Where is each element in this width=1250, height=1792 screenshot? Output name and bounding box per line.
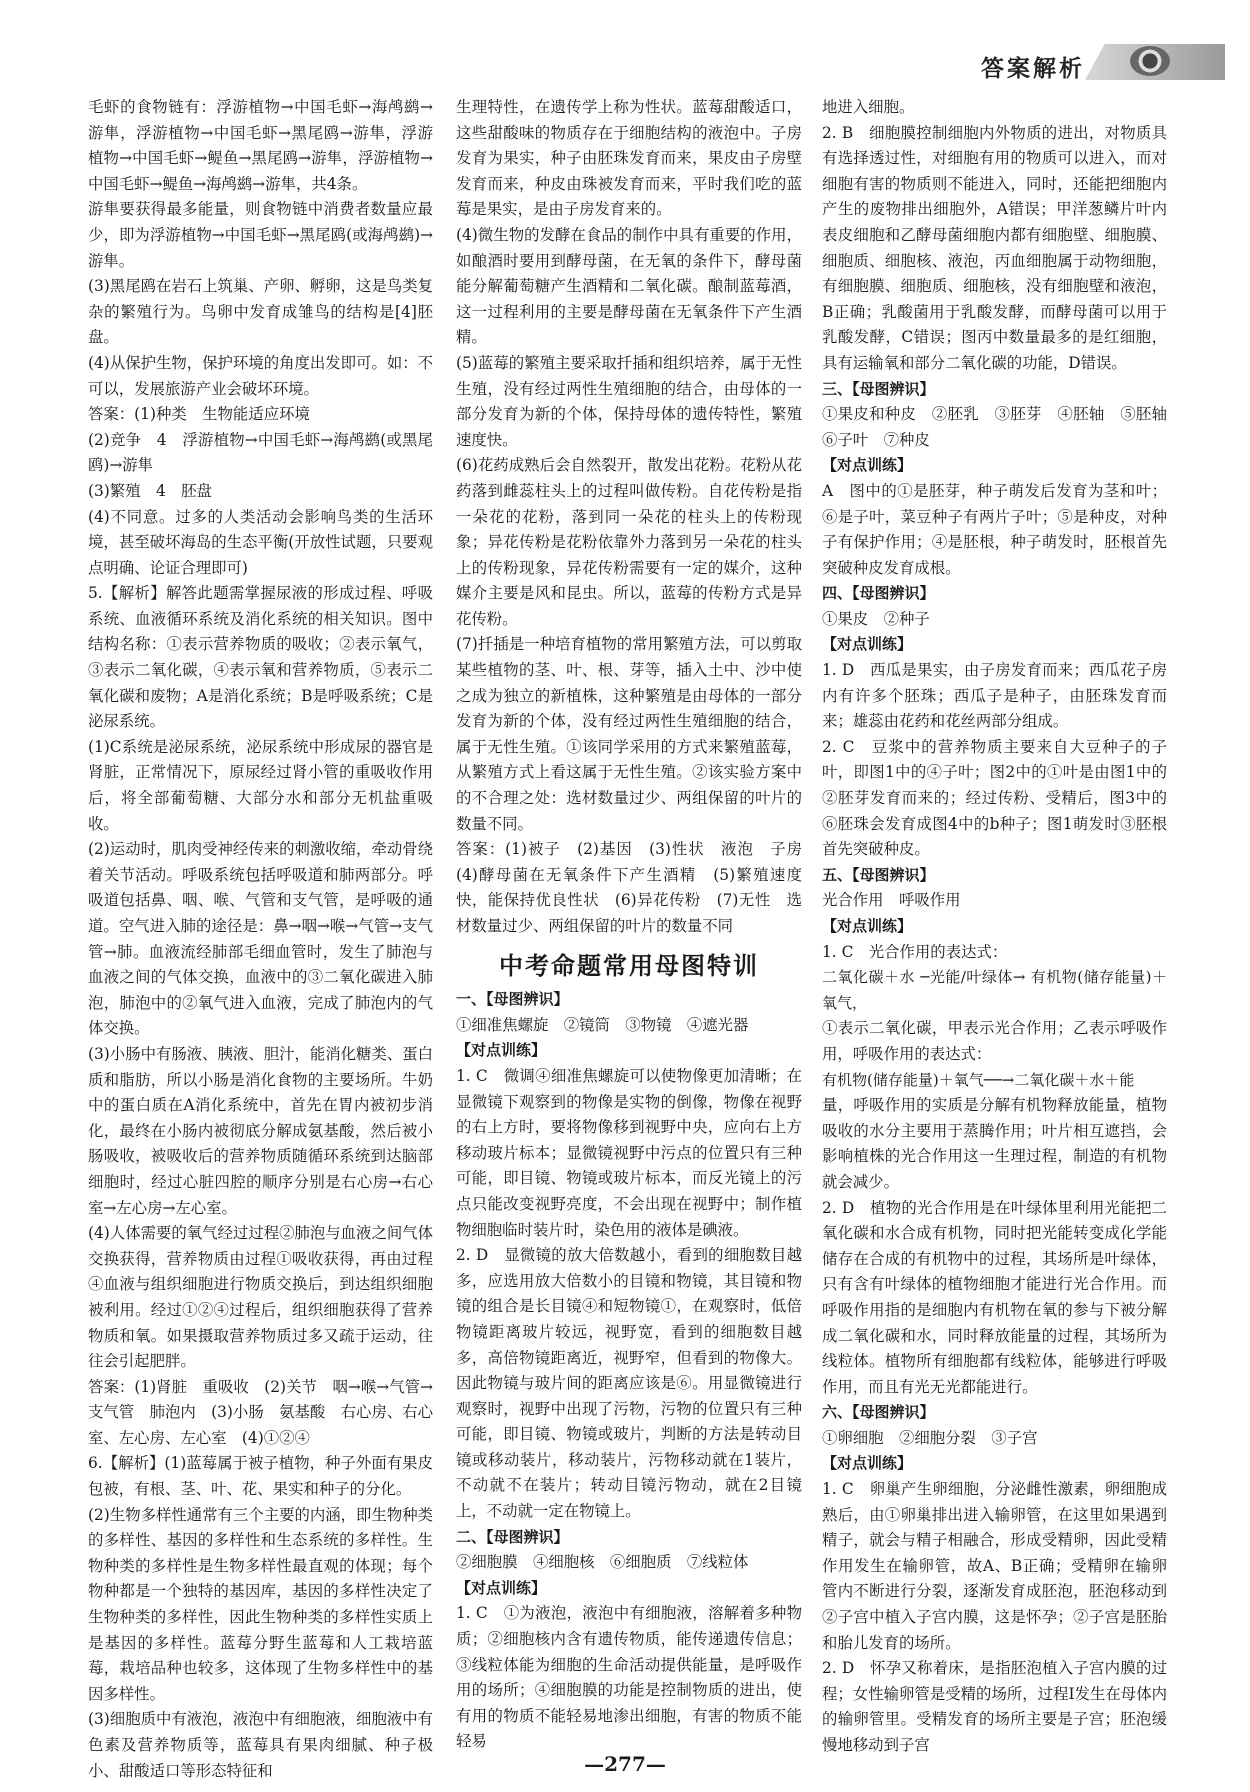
page-header <box>0 0 1250 90</box>
paragraph: 毛虾的食物链有：浮游植物→中国毛虾→海鸬鹚→游隼，浮游植物→中国毛虾→黑尾鸥→游隼，浮游植物→中国毛虾→鳀鱼→黑尾鸥→游隼，浮游植物→中国毛虾→鳀鱼→海鸬鹚→游隼，共4条。 <box>88 98 433 193</box>
page-number: —277— <box>584 1752 666 1776</box>
answer-line: 答案：(1)被子 (2)基因 (3)性状 液泡 子房 (4)酵母菌在无氧条件下产生酒精 (5)繁殖速度快，能保持优良性状 (6)异花传粉 (7)无性 选材数量过少、两组保留的叶片的数量不同 <box>456 840 818 935</box>
paragraph: (1)C系统是泌尿系统，泌尿系统中形成尿的器官是肾脏，正常情况下，原尿经过肾小管的重吸收作用后，将全部葡萄糖、大部分水和部分无机盐重吸收。 <box>88 737 433 833</box>
paragraph: A 图中的①是胚芽，种子萌发后发育为茎和叶；⑥是子叶，菜豆种子有两片子叶；⑤是种皮，对种子有保护作用；④是胚根，种子萌发时，胚根首先突破种皮发育成根。 <box>822 481 1167 577</box>
paragraph: 2. B 细胞膜控制细胞内外物质的进出，对物质具有选择透过性，对细胞有用的物质可以进入，而对细胞有害的物质则不能进入，同时，还能把细胞内产生的废物排出细胞外，A错误；甲洋葱鳞片叶内表皮细胞和乙酵母菌细胞内都有细胞壁、细胞膜、细胞质、细胞核、液泡，丙血细胞属于动物细胞，有细胞膜、细胞质、细胞核，没有细胞壁和液泡，B正确；乳酸菌用于乳酸发酵，而酵母菌可以用于乳酸发酵，C错误；图丙中数量最多的是红细胞，具有运输氧和部分二氧化碳的功能，D错误。 <box>822 123 1167 372</box>
section-heading: 【对点训练】 <box>456 1578 547 1597</box>
section-heading: 【对点训练】 <box>822 1454 913 1473</box>
answer-line: (2)竞争 4 浮游植物→中国毛虾→海鸬鹚(或黑尾鸥)→游隼 <box>88 430 433 475</box>
paragraph: 1. C 微调④细准焦螺旋可以使物像更加清晰；在显微镜下观察到的物像是实物的倒像，物像在视野的右上方时，要将物像移到视野中央，应向右上方移动玻片标本；显微镜视野中污点的位置只有三种可能，即目镜、物镜或玻片标本，而反光镜上的污点只能改变视野亮度，不会出现在视野中；制作植物细胞临时装片时，染色用的液体是碘液。 <box>456 1066 802 1239</box>
question-5-analysis: 5.【解析】解答此题需掌握尿液的形成过程、呼吸系统、血液循环系统及消化系统的相关知识。图中结构名称：①表示营养物质的吸收；②表示氧气，③表示二氧化碳，④表示氧和营养物质，⑤表示二氧化碳和废物；A是消化系统；B是呼吸系统；C是泌尿系统。 <box>88 584 433 731</box>
paragraph: (3)小肠中有肠液、胰液、胆汁，能消化糖类、蛋白质和脂肪，所以小肠是消化食物的主要场所。牛奶中的蛋白质在A消化系统中，首先在胃内被初步消化，最终在小肠内被彻底分解成氨基酸，然后被小肠吸收，被吸收后的营养物质随循环系统到达脑部细胞时，经过心脏四腔的顺序分别是右心房→右心室→左心房→左心室。 <box>88 1044 434 1217</box>
paragraph: ①细准焦螺旋 ②镜筒 ③物镜 ④遮光器 <box>456 1015 749 1034</box>
paragraph: ②细胞膜 ④细胞核 ⑥细胞质 ⑦线粒体 <box>456 1553 749 1572</box>
paragraph: 1. C ①为液泡，液泡中有细胞液，溶解着多种物质；②细胞核内含有遗传物质，能传递遗传信息；③线粒体能为细胞的生命活动提供能量，是呼吸作用的场所；④细胞膜的功能是控制物质的进出，使有用的物质不能轻易地渗出细胞，有害的物质不能轻易 <box>456 1604 802 1751</box>
section-heading: 三、【母图辨识】 <box>822 379 935 398</box>
section-heading: 【对点训练】 <box>822 635 913 654</box>
section-heading: 五、【母图辨识】 <box>822 865 935 884</box>
paragraph: 1. C 卵巢产生卵细胞，分泌雌性激素，卵细胞成熟后，由①卵巢排出进入输卵管，在这里如果遇到精子，就会与精子相融合，形成受精卵，因此受精作用发生在输卵管，故A、B正确；受精卵在输卵管内不断进行分裂，逐渐发育成胚泡，胚泡移动到②子宫中植入子宫内膜，这是怀孕；②子宫是胚胎和胎儿发育的场所。 <box>822 1480 1167 1652</box>
paragraph: ①表示二氧化碳，甲表示光合作用；乙表示呼吸作用，呼吸作用的表达式： <box>822 1019 1167 1063</box>
answer-line: (3)繁殖 4 胚盘 <box>88 481 212 500</box>
eye-logo-icon <box>1130 46 1170 76</box>
paragraph: 2. D 显微镜的放大倍数越小，看到的细胞数目越多，应选用放大倍数小的目镜和物镜，其目镜和物镜的组合是长目镜④和短物镜①，在观察时，低倍物镜距离玻片较远，视野宽，看到的细胞数目越多，高倍物镜距离近，视野窄，但看到的物像大。因此物镜与玻片间的距离应该是⑥。用显微镜进行观察时，视野中出现了污物，污物的位置只有三种可能，即目镜、物镜或玻片，判断的方法是转动目镜或移动装片，移动装片，污物移动就在1装片，不动就不在装片；转动目镜污物动，就在2目镜上，不动就一定在物镜上。 <box>456 1246 802 1521</box>
answer-line: 答案：(1)肾脏 重吸收 (2)关节 咽→喉→气管→支气管 肺泡内 (3)小肠 氨基酸 右心房、右心室、左心房、左心室 (4)①②④ <box>88 1377 434 1447</box>
paragraph: 游隼要获得最多能量，则食物链中消费者数量应最少，即为浮游植物→中国毛虾→黑尾鸥(或海鸬鹚)→游隼。 <box>88 200 433 270</box>
paragraph: (3)细胞质中有液泡，液泡中有细胞液，细胞液中有色素及营养物质等，蓝莓具有果肉细腻、种子极小、甜酸适口等形态特征和 <box>88 1710 434 1780</box>
section-title: 中考命题常用母图特训 <box>499 951 759 980</box>
paragraph: 生理特性，在遗传学上称为性状。蓝莓甜酸适口，这些甜酸味的物质存在于细胞结构的液泡中。子房发育为果实，种子由胚珠发育而来，果皮由子房壁发育而来，种皮由珠被发育而来，平时我们吃的蓝莓是果实，是由子房发育来的。 <box>456 98 802 219</box>
paragraph: (2)生物多样性通常有三个主要的内涵，即生物种类的多样性、基因的多样性和生态系统的多样性。生物种类的多样性是生物多样性最直观的体现；每个物种都是一个独特的基因库，基因的多样性决定了生物种类的多样性，因此生物种类的多样性实质上是基因的多样性。蓝莓分野生蓝莓和人工栽培蓝莓，栽培品种也较多，这体现了生物多样性中的基因多样性。 <box>88 1505 434 1703</box>
paragraph: 2. D 怀孕又称着床，是指胚泡植入子宫内膜的过程；女性输卵管是受精的场所，过程Ⅰ发生在母体内的输卵管里。受精发育的场所主要是子宫；胚泡缓慢地移动到子宫 <box>822 1659 1167 1754</box>
paragraph: 量，呼吸作用的实质是分解有机物释放能量，植物吸收的水分主要用于蒸腾作用；叶片相互遮挡，会影响植株的光合作用这一生理过程，制造的有机物就会减少。 <box>822 1096 1167 1191</box>
header-title: 答案解析 <box>981 56 1085 82</box>
photosynthesis-formula: 二氧化碳＋水 ─光能/叶绿体→ 有机物(储存能量)＋氧气， <box>822 968 1167 1012</box>
paragraph: 地进入细胞。 <box>822 98 915 116</box>
paragraph: ①果皮和种皮 ②胚乳 ③胚芽 ④胚轴 ⑤胚轴 ⑥子叶 ⑦种皮 <box>822 405 1183 449</box>
paragraph: 1. D 西瓜是果实，由子房发育而来；西瓜花子房内有许多个胚珠；西瓜子是种子，由胚珠发育而来；雄蕊由花药和花丝两部分组成。 <box>822 661 1167 731</box>
paragraph: (7)扦插是一种培育植物的常用繁殖方法，可以剪取某些植物的茎、叶、根、芽等，插入土中、沙中使之成为独立的新植株，这种繁殖是由母体的一部分发育为新的个体，没有经过两性生殖细胞的结合，属于无性生殖。①该同学采用的方式来繁殖蓝莓，从繁殖方式上看这属于无性生殖。②该实验方案中的不合理之处：选材数量过少、两组保留的叶片的数量不同。 <box>456 635 802 833</box>
section-heading: 【对点训练】 <box>822 917 913 935</box>
paragraph: (4)从保护生物，保护环境的角度出发即可。如：不可以，发展旅游产业会破坏环境。 <box>88 353 434 398</box>
paragraph: (5)蓝莓的繁殖主要采取扦插和组织培养，属于无性生殖，没有经过两性生殖细胞的结合，由母体的一部分发育为新的个体，保持母体的遗传特性，繁殖速度快。 <box>456 353 802 449</box>
section-heading: 六、【母图辨识】 <box>822 1403 935 1422</box>
paragraph: (4)人体需要的氧气经过过程②肺泡与血液之间气体交换获得，营养物质由过程①吸收获得，再由过程④血液与组织细胞进行物质交换后，到达组织细胞被利用。经过①②④过程后，组织细胞获得了营养物质和氧。如果摄取营养物质过多又疏于运动，往往会引起肥胖。 <box>88 1224 434 1371</box>
paragraph: 2. D 植物的光合作用是在叶绿体里利用光能把二氧化碳和水合成有机物，同时把光能转变成化学能储存在合成的有机物中的过程，其场所是叶绿体，只有含有叶绿体的植物细胞才能进行光合作用。而呼吸作用指的是细胞内有机物在氧的参与下被分解成二氧化碳和水，同时释放能量的过程，其场所为线粒体。植物所有细胞都有线粒体，能够进行呼吸作用，而且有光无光都能进行。 <box>822 1198 1167 1396</box>
paragraph: ①果皮 ②种子 <box>822 609 930 628</box>
column-middle <box>456 95 818 1751</box>
paragraph: (6)花药成熟后会自然裂开，散发出花粉。花粉从花药落到雌蕊柱头上的过程叫做传粉。自花传粉是指一朵花的花粉，落到同一朵花的柱头上的传粉现象；异花传粉是花粉依靠外力落到另一朵花的柱头上的传粉现象，异花传粉需要有一定的媒介，这种媒介主要是风和昆虫。所以，蓝莓的传粉方式是异花传粉。 <box>456 456 802 628</box>
column-right <box>822 95 1183 1754</box>
paragraph: 1. C 光合作用的表达式： <box>822 942 1008 961</box>
section-heading: 【对点训练】 <box>456 1041 547 1060</box>
answer-line: 答案：(1)种类 生物能适应环境 <box>88 405 310 424</box>
section-heading: 【对点训练】 <box>822 456 913 475</box>
paragraph: 光合作用 呼吸作用 <box>822 891 961 910</box>
section-heading: 二、【母图辨识】 <box>456 1527 569 1546</box>
paragraph: (2)运动时，肌肉受神经传来的刺激收缩，牵动骨绕着关节活动。呼吸系统包括呼吸道和肺两部分。呼吸道包括鼻、咽、喉、气管和支气管，是呼吸的通道。空气进入肺的途径是：鼻→咽→喉→气管→支气管→肺。血液流经肺部毛细血管时，发生了肺泡与血液之间的气体交换，血液中的③二氧化碳进入肺泡，肺泡中的②氧气进入血液，完成了肺泡内的气体交换。 <box>88 840 434 1038</box>
question-6-analysis: 6.【解析】(1)蓝莓属于被子植物，种子外面有果皮包被，有根、茎、叶、花、果实和种子的分化。 <box>88 1454 433 1499</box>
paragraph: 2. C 豆浆中的营养物质主要来自大豆种子的子叶，即图1中的④子叶；图2中的①叶是由图1中的②胚芽发育而来的；经过传粉、受精后，图3中的⑥胚珠会发育成图4中的b种子；图1萌发时③胚根首先突破种皮。 <box>822 737 1167 859</box>
section-heading: 一、【母图辨识】 <box>456 990 569 1009</box>
respiration-formula: 有机物(储存能量)＋氧气──→二氧化碳＋水＋能 <box>822 1070 1135 1089</box>
paragraph: (3)黑尾鸥在岩石上筑巢、产卵、孵卵，这是鸟类复杂的繁殖行为。鸟卵中发育成雏鸟的结构是[4]胚盘。 <box>88 277 434 347</box>
section-heading: 四、【母图辨识】 <box>822 584 935 603</box>
answer-line: (4)不同意。过多的人类活动会影响鸟类的生活环境，甚至破坏海岛的生态平衡(开放性试题，只要观点明确、论证合理即可) <box>88 507 433 577</box>
paragraph: ①卵细胞 ②细胞分裂 ③子宫 <box>822 1428 1038 1447</box>
column-left <box>88 95 434 1780</box>
paragraph: (4)微生物的发酵在食品的制作中具有重要的作用，如酿酒时要用到酵母菌，在无氧的条件下，酵母菌能分解葡萄糖产生酒精和二氧化碳。酿制蓝莓酒，这一过程利用的主要是酵母菌在无氧条件下产生酒精。 <box>456 225 802 347</box>
